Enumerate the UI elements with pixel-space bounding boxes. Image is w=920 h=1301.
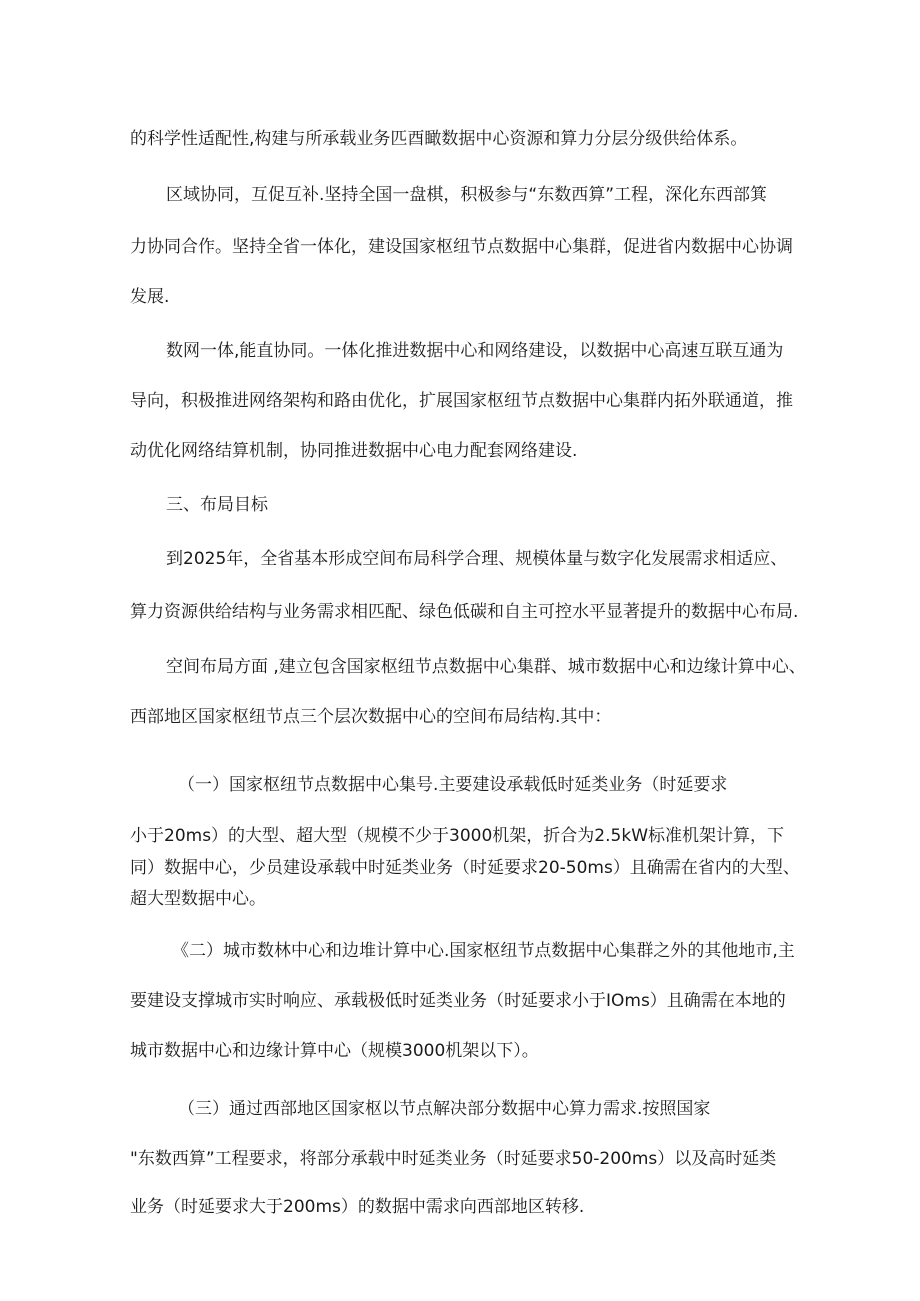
- text-line-7: 动优化网络结算机制，协同推进数据中心电力配套网络建设.: [130, 441, 578, 461]
- text-line-20: （三）通过西部地区国家枢以节点解决部分数据中心算力需求.按照国家: [178, 1099, 711, 1119]
- text-line-17: 《二）城市数林中心和边堆计算中心.国家枢纽节点数据中心集群之外的其他地市,主: [172, 941, 795, 961]
- text-line-16: 超大型数据中心。: [130, 889, 266, 909]
- text-line-2: 区域协同，互促互补.坚持全国一盘棋，积极参与“东数西算”工程，深化东西部箕: [166, 185, 768, 205]
- section-heading: 三、布局目标: [166, 495, 268, 515]
- text-line-19: 城市数据中心和边缘计算中心（规模3000机架以下）。: [130, 1041, 539, 1061]
- text-line-10: 算力资源供给结构与业务需求相匹配、绿色低碳和自主可控水平显著提升的数据中心布局.: [130, 602, 799, 622]
- text-line-3: 力协同合作。坚持全省一体化，建设国家枢纽节点数据中心集群，促进省内数据中心协调: [130, 237, 793, 257]
- text-line-22: 业务（时延要求大于200ms）的数据中需求向西部地区转移.: [130, 1197, 585, 1217]
- text-line-6: 导向，积极推进网络架构和路由优化，扩展国家枢纽节点数据中心集群内拓外联通道，推: [130, 391, 793, 411]
- text-line-4: 发展.: [130, 287, 170, 307]
- text-line-5: 数网一体,能直协同。一体化推进数据中心和网络建设，以数据中心高速互联互通为: [166, 341, 784, 361]
- text-line-12: 西部地区国家枢纽节点三个层次数据中心的空间布局结构.其中：: [130, 707, 612, 727]
- text-line-9: 到2025年，全省基本形成空间布局科学合理、规模体量与数字化发展需求相适应、: [166, 549, 788, 569]
- text-line-13: （一）国家枢纽节点数据中心集号.主要建设承载低时延类业务（时延要求: [178, 775, 728, 795]
- text-line-14: 小于20ms）的大型、超大型（规模不少于3000机架，折合为2.5kW标准机架计算，下: [130, 826, 785, 846]
- text-line-15: 同）数据中心，少员建设承载中时延类业务（时延要求20-50ms）且确需在省内的大型、: [130, 858, 800, 878]
- text-line-1: 的科学性适配性,构建与所承载业务匹酉瞰数据中心资源和算力分层分级供给体系。: [130, 129, 748, 149]
- text-line-11: 空间布局方面 ,建立包含国家枢纽节点数据中心集群、城市数据中心和边缘计算中心、: [166, 657, 806, 677]
- text-line-18: 要建设支撑城市实时响应、承载极低时延类业务（时延要求小于IOms）且确需在本地的: [130, 991, 786, 1011]
- text-line-21: "东数西算”工程要求，将部分承载中时延类业务（时延要求50-200ms）以及高时延类: [130, 1149, 777, 1169]
